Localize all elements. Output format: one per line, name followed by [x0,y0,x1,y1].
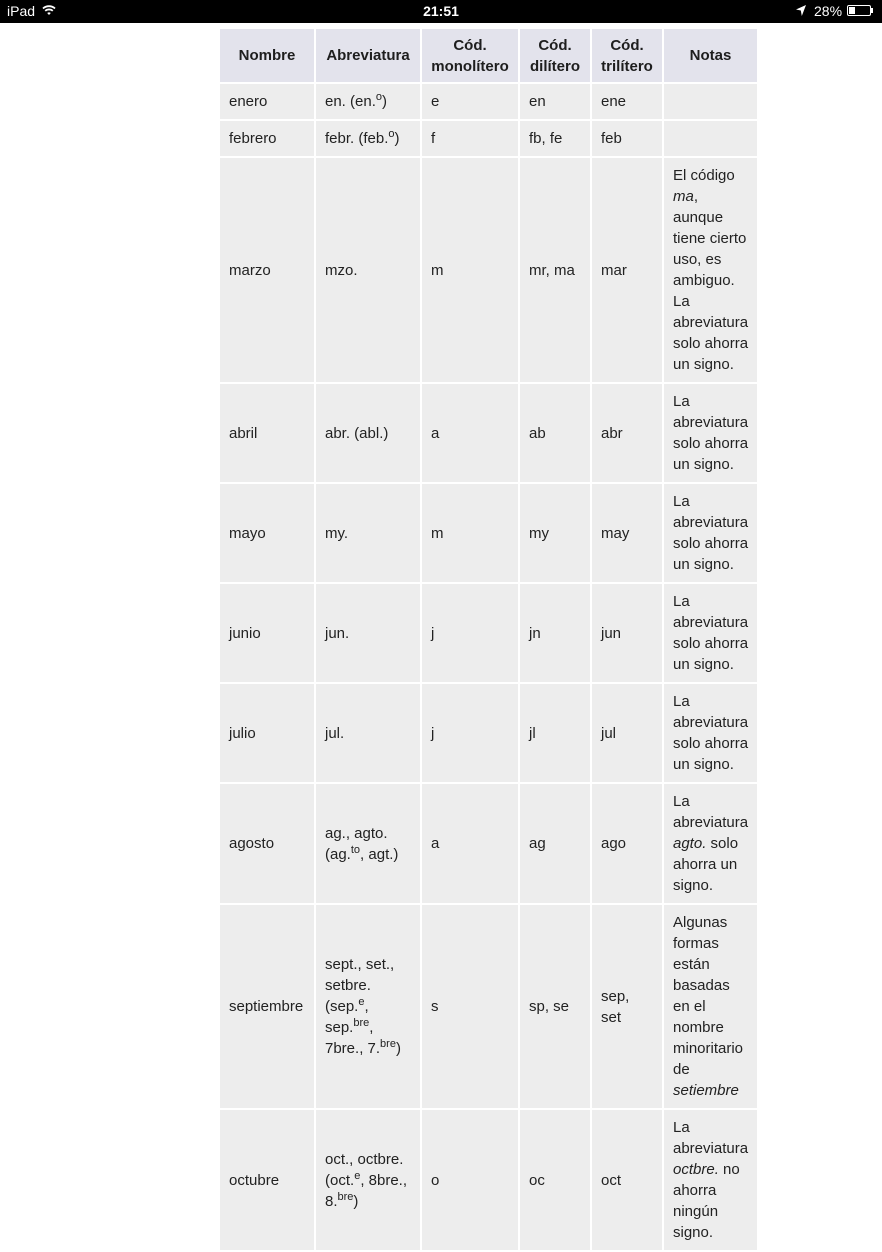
cell-nombre: mayo [219,483,315,583]
text-segment: en. (en. [325,93,376,110]
cell-notas [663,120,758,157]
header-cod-dilitero[interactable]: Cód. dilítero [519,28,591,83]
text-segment: no ahorra ningún signo. [673,1161,740,1241]
cell-abreviatura [315,383,421,483]
cell-trili: oct [591,1109,663,1251]
table-row [219,1109,758,1251]
cell-nombre: enero [219,83,315,120]
table-row [219,157,758,383]
device-name: iPad [7,3,36,19]
cell-nombre: septiembre [219,904,315,1109]
text-segment: La abreviatura solo ahorra un signo. [673,493,749,573]
table-row [219,120,758,157]
cell-mono: j [421,683,519,783]
text-segment: El código [673,167,735,184]
clock: 21:51 [423,3,459,19]
cell-mono: a [421,383,519,483]
cell-mono: m [421,157,519,383]
table-row [219,83,758,120]
table-row [219,904,758,1109]
cell-notas [663,783,758,904]
text-segment: ag., agto. (ag. [325,824,388,863]
cell-notas [663,583,758,683]
text-segment: Algunas formas están basadas en el nombre minoritario de [673,914,744,1078]
cell-mono: f [421,120,519,157]
superscript: e [354,1169,361,1182]
text-segment: La abreviatura solo ahorra un signo. [673,593,749,673]
table-row [219,383,758,483]
cell-abreviatura [315,783,421,904]
header-cod-trilitero[interactable]: Cód. trilítero [591,28,663,83]
battery-icon [847,5,871,16]
battery-tip [871,8,873,13]
table-row [219,683,758,783]
text-segment: La abreviatura [673,1119,749,1157]
italic-term: octbre. [673,1161,719,1178]
cell-trili: ago [591,783,663,904]
header-notas[interactable]: Notas [663,28,758,83]
cell-mono: s [421,904,519,1109]
cell-nombre: junio [219,583,315,683]
cell-nombre: julio [219,683,315,783]
cell-nombre: octubre [219,1109,315,1251]
text-segment: ) [394,130,400,147]
cell-dili: en [519,83,591,120]
text-segment: ) [395,1040,401,1057]
battery-percent: 28% [814,3,843,19]
table-row [219,583,758,683]
italic-term: ma [673,188,694,205]
cell-nombre: marzo [219,157,315,383]
text-segment: jul. [325,724,345,742]
cell-abreviatura [315,904,421,1109]
cell-dili: fb, fe [519,120,591,157]
cell-abreviatura [315,1109,421,1251]
table-row [219,483,758,583]
cell-notas [663,157,758,383]
cell-abreviatura [315,120,421,157]
cell-dili: my [519,483,591,583]
cell-dili: sp, se [519,904,591,1109]
text-segment: La abreviatura solo ahorra un signo. [673,393,749,473]
header-abreviatura[interactable]: Abreviatura [315,28,421,83]
cell-dili: oc [519,1109,591,1251]
cell-trili: abr [591,383,663,483]
cell-trili: jun [591,583,663,683]
cell-mono: e [421,83,519,120]
text-segment: , sep. [325,998,369,1036]
cell-abreviatura [315,157,421,383]
header-nombre[interactable]: Nombre [219,28,315,83]
header-cod-monolitero[interactable]: Cód. monolítero [421,28,519,83]
cell-notas [663,483,758,583]
superscript: o [388,128,395,140]
text-segment: febr. (feb. [325,130,389,147]
text-segment: solo ahorra un signo. [673,835,739,894]
cell-trili: feb [591,120,663,157]
cell-abreviatura [315,483,421,583]
text-segment: jun. [325,624,350,642]
cell-trili: ene [591,83,663,120]
cell-mono: a [421,783,519,904]
text-segment: sept., set., setbre. (sep. [325,956,395,1015]
cell-nombre: abril [219,383,315,483]
cell-nombre: febrero [219,120,315,157]
cell-notas [663,383,758,483]
superscript: to [350,843,361,856]
cell-mono: m [421,483,519,583]
cell-dili: jl [519,683,591,783]
cell-dili: ag [519,783,591,904]
superscript: bre [380,1038,396,1050]
cell-notas [663,83,758,120]
table-row [219,783,758,904]
superscript: bre [353,1017,370,1029]
text-segment: , aunque tiene cierto uso, es ambiguo. La abreviatura solo ahorra un signo. [673,188,749,373]
text-segment: , agt.) [360,845,399,863]
superscript: o [375,91,382,103]
text-segment: La abreviatura [673,793,749,831]
status-bar [0,0,882,23]
cell-abreviatura [315,683,421,783]
italic-term: agto. [673,835,707,852]
text-segment: oct., octbre. (oct. [325,1150,404,1189]
cell-trili: jul [591,683,663,783]
cell-nombre: agosto [219,783,315,904]
superscript: e [358,996,365,1008]
italic-term: setiembre [673,1082,739,1099]
cell-abreviatura [315,83,421,120]
cell-trili: may [591,483,663,583]
location-arrow-icon [796,5,806,16]
header-row [219,28,758,83]
cell-mono: j [421,583,519,683]
text-segment: ) [382,93,387,110]
text-segment: ) [353,1192,359,1210]
text-segment: La abreviatura solo ahorra un signo. [673,693,749,773]
battery-level [849,7,855,14]
cell-trili: sep, set [591,904,663,1109]
cell-notas [663,1109,758,1251]
text-segment: , 7bre., 7. [325,1019,381,1057]
cell-dili: jn [519,583,591,683]
cell-notas [663,904,758,1109]
cell-dili: ab [519,383,591,483]
cell-notas [663,683,758,783]
cell-dili: mr, ma [519,157,591,383]
text-segment: , 8bre., 8. [325,1171,408,1210]
text-segment: my. [325,524,349,542]
months-table [218,27,759,1252]
text-segment: mzo. [325,261,358,279]
cell-mono: o [421,1109,519,1251]
cell-abreviatura [315,583,421,683]
cell-trili: mar [591,157,663,383]
text-segment: abr. (abl.) [325,424,389,442]
superscript: bre [337,1190,354,1203]
